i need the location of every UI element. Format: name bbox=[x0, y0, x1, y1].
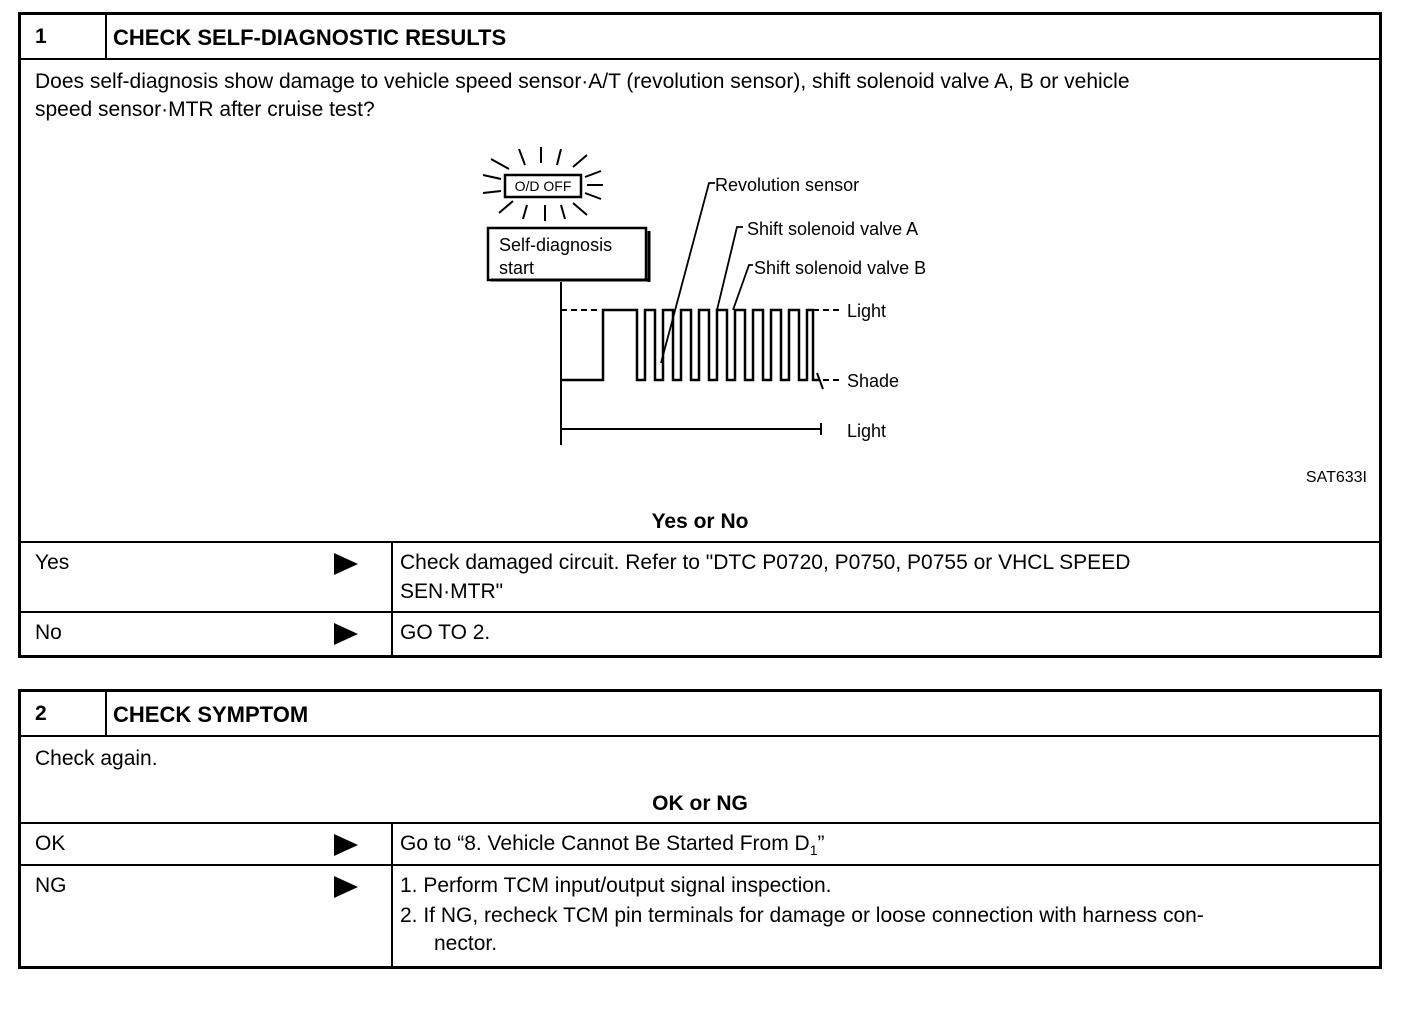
ok-label: OK bbox=[35, 832, 66, 855]
arrow-right-icon bbox=[334, 623, 358, 645]
arrow-right-icon bbox=[334, 876, 358, 898]
no-label: No bbox=[35, 621, 62, 644]
decision-question: Yes or No bbox=[651, 510, 749, 533]
step-title: CHECK SELF-DIAGNOSTIC RESULTS bbox=[113, 25, 507, 50]
level-shade: Shade bbox=[847, 371, 900, 391]
ok-action-text: Go to “8. Vehicle Cannot Be Started From $D_1$” bbox=[400, 832, 825, 859]
arrow-right-icon bbox=[334, 553, 358, 575]
signal-waveform bbox=[561, 310, 819, 380]
instruction-text: Check again. bbox=[35, 747, 158, 770]
step-2-header bbox=[21, 692, 1379, 737]
figure-code: SAT633I bbox=[1305, 469, 1367, 486]
ng-row bbox=[21, 866, 1379, 966]
step-1-block bbox=[18, 12, 1382, 658]
ng-step-1: 1. Perform TCM input/output signal inspection. bbox=[400, 874, 832, 897]
step-2-body bbox=[21, 737, 1379, 824]
step-1-header bbox=[21, 15, 1379, 60]
ng-step-2: 2. If NG, recheck TCM pin terminals for damage or loose connection with harness con- bbox=[400, 904, 1204, 927]
step-number: 2 bbox=[35, 702, 47, 725]
ok-row bbox=[21, 824, 1379, 866]
ng-step-2-continued: nector. bbox=[434, 932, 498, 955]
yes-row bbox=[21, 543, 1379, 613]
step-number: 1 bbox=[35, 25, 47, 48]
start-label-line1: Self-diagnosis bbox=[499, 235, 613, 255]
yes-action-text-continued: SEN·MTR" bbox=[400, 580, 504, 603]
yes-action-text: Check damaged circuit. Refer to "DTC P0720, P0750, P0755 or VHCL SPEED bbox=[400, 551, 1131, 574]
question-text-continued: speed sensor·MTR after cruise test? bbox=[35, 98, 375, 121]
callout-revolution-sensor: Revolution sensor bbox=[715, 175, 860, 195]
self-diagnosis-figure bbox=[461, 145, 1021, 465]
step-2-block bbox=[18, 689, 1382, 969]
callout-shift-solenoid-b: Shift solenoid valve B bbox=[754, 258, 927, 278]
level-light-top: Light bbox=[847, 301, 887, 321]
ok-action-subscript: 1 bbox=[809, 842, 818, 859]
yes-label: Yes bbox=[35, 551, 70, 574]
ng-label: NG bbox=[35, 874, 67, 897]
level-light-bottom: Light bbox=[847, 421, 887, 441]
callout-shift-solenoid-a: Shift solenoid valve A bbox=[747, 219, 919, 239]
question-text: Does self-diagnosis show damage to vehicle speed sensor·A/T (revolution sensor), shift solenoid valve A, B or vehicle bbox=[35, 70, 1130, 93]
arrow-right-icon bbox=[334, 834, 358, 856]
step-1-body bbox=[21, 60, 1379, 543]
lamp-label: O/D OFF bbox=[514, 178, 572, 194]
no-row bbox=[21, 613, 1379, 655]
start-label-line2: start bbox=[499, 258, 535, 278]
decision-question: OK or NG bbox=[652, 792, 748, 815]
no-action-text: GO TO 2. bbox=[400, 621, 491, 644]
step-title: CHECK SYMPTOM bbox=[113, 702, 309, 727]
